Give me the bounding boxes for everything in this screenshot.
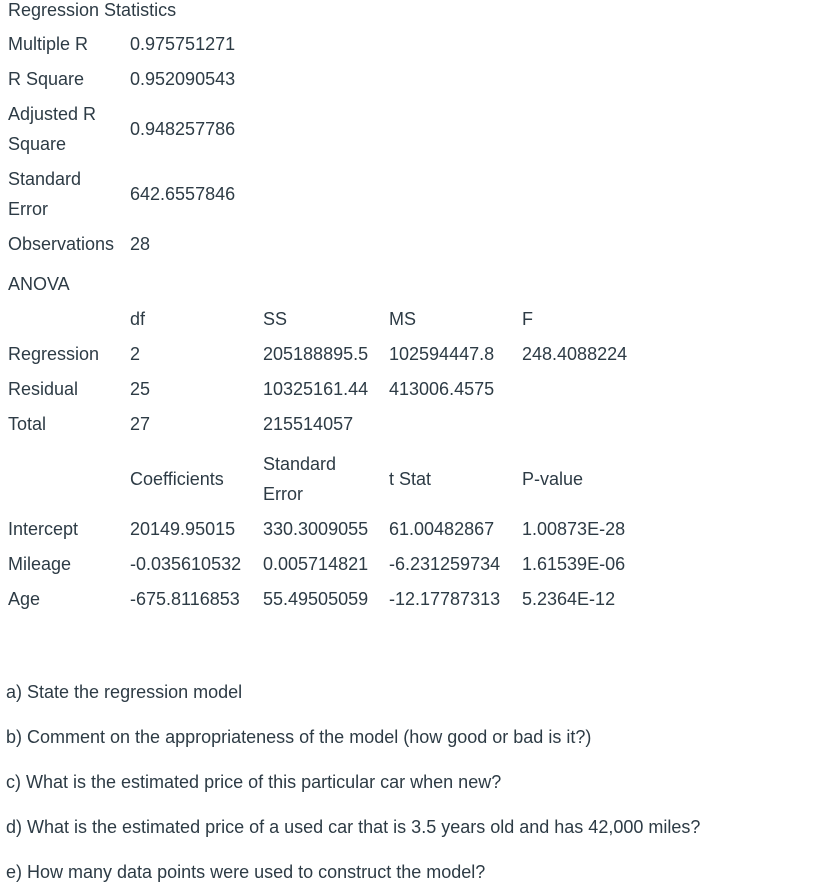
stat-label-standard-error: Standard Error (8, 169, 82, 219)
stat-value-multiple-r: 0.975751271 (130, 34, 236, 54)
anova-regression-ms: 102594447.8 (389, 344, 495, 364)
stat-label-adjusted-r-square: Adjusted R Square (8, 104, 97, 154)
question-c: c) What is the estimated price of this particular car when new? (6, 772, 502, 792)
anova-regression-f: 248.4088224 (522, 344, 628, 364)
coef-age-p-value: 5.2364E-12 (522, 589, 616, 609)
stat-label-r-square: R Square (8, 69, 85, 89)
anova-header-ms: MS (389, 309, 416, 329)
coef-mileage-coefficient: -0.035610532 (130, 554, 242, 574)
anova-residual-ss: 10325161.44 (263, 379, 369, 399)
anova-residual-ms: 413006.4575 (389, 379, 495, 399)
stat-value-standard-error: 642.6557846 (130, 184, 236, 204)
anova-header-ss: SS (263, 309, 288, 329)
question-a: a) State the regression model (6, 682, 243, 702)
stat-value-observations: 28 (130, 234, 151, 254)
stat-label-observations: Observations (8, 234, 115, 254)
coef-age-coefficient: -675.8116853 (130, 589, 240, 609)
anova-row-label-residual: Residual (8, 379, 79, 399)
coef-header-p-value: P-value (522, 469, 584, 489)
anova-row-label-regression: Regression (8, 344, 100, 364)
coef-header-coefficients: Coefficients (130, 469, 224, 489)
stat-value-adjusted-r-square: 0.948257786 (130, 119, 236, 139)
anova-regression-ss: 205188895.5 (263, 344, 369, 364)
coef-mileage-p-value: 1.61539E-06 (522, 554, 626, 574)
anova-header-df: df (130, 309, 146, 329)
anova-header-f: F (522, 309, 533, 329)
stat-label-multiple-r: Multiple R (8, 34, 89, 54)
anova-regression-df: 2 (130, 344, 141, 364)
stat-value-r-square: 0.952090543 (130, 69, 236, 89)
coef-row-label-age: Age (8, 589, 41, 609)
regression-statistics-title: Regression Statistics (8, 0, 177, 20)
coef-header-t-stat: t Stat (389, 469, 432, 489)
coef-age-t-stat: -12.17787313 (389, 589, 501, 609)
coef-mileage-t-stat: -6.231259734 (389, 554, 501, 574)
coef-row-label-mileage: Mileage (8, 554, 72, 574)
question-e: e) How many data points were used to construct the model? (6, 862, 486, 882)
question-d: d) What is the estimated price of a used car that is 3.5 years old and has 42,000 miles? (6, 817, 701, 837)
coef-intercept-standard-error: 330.3009055 (263, 519, 369, 539)
coef-row-label-intercept: Intercept (8, 519, 79, 539)
question-b: b) Comment on the appropriateness of the model (how good or bad is it?) (6, 727, 592, 747)
anova-residual-df: 25 (130, 379, 151, 399)
coef-intercept-coefficient: 20149.95015 (130, 519, 236, 539)
anova-total-ss: 215514057 (263, 414, 354, 434)
coef-age-standard-error: 55.49505059 (263, 589, 369, 609)
coef-header-standard-error: Standard Error (263, 454, 337, 504)
coef-mileage-standard-error: 0.005714821 (263, 554, 369, 574)
anova-total-df: 27 (130, 414, 151, 434)
anova-title: ANOVA (8, 274, 70, 294)
anova-row-label-total: Total (8, 414, 47, 434)
coef-intercept-t-stat: 61.00482867 (389, 519, 495, 539)
coef-intercept-p-value: 1.00873E-28 (522, 519, 626, 539)
